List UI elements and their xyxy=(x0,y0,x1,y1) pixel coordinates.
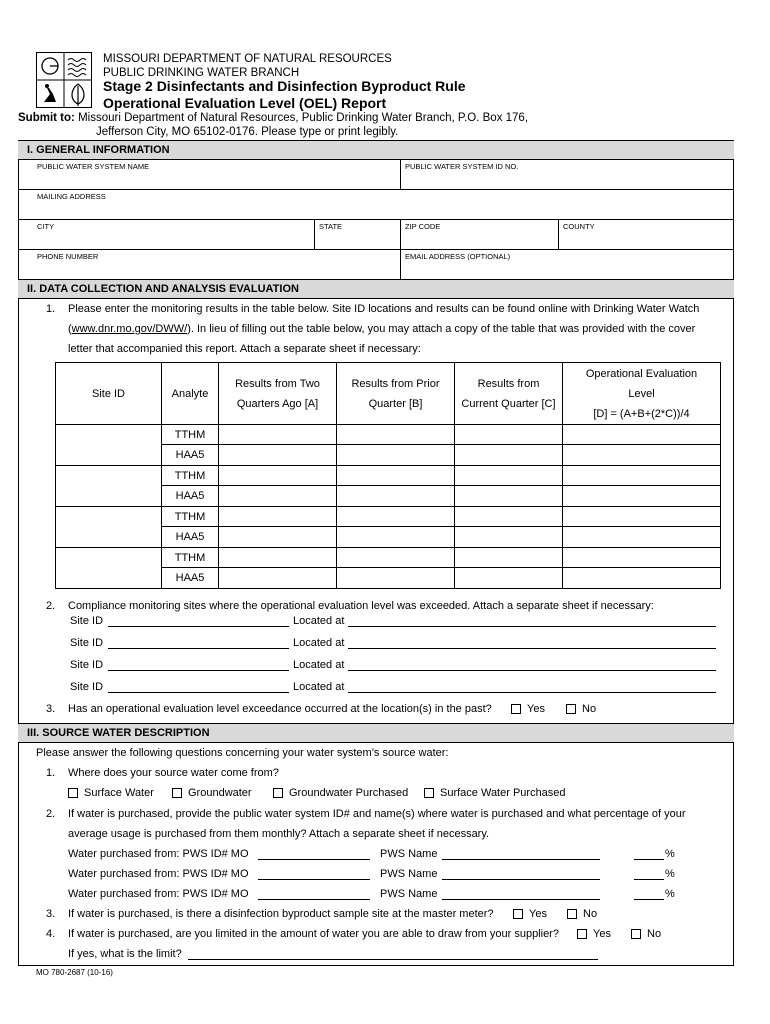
groundwater-label: Groundwater xyxy=(188,787,252,799)
th-oel xyxy=(563,363,721,425)
located-at-label: Located at xyxy=(293,681,345,693)
monitoring-results-table xyxy=(55,362,721,589)
th-analyte: Analyte xyxy=(162,363,219,425)
analyte-cell: TTHM xyxy=(162,466,219,486)
section3-intro: Please answer the following questions concerning your water system’s source water: xyxy=(36,747,449,759)
master-meter-no-checkbox[interactable] xyxy=(567,909,577,919)
pws-name-field[interactable] xyxy=(442,888,600,900)
q1-paren: ( xyxy=(68,323,72,335)
located-at-label: Located at xyxy=(293,615,345,627)
table-header-row xyxy=(56,363,721,425)
county-label: COUNTY xyxy=(563,222,595,231)
analyte-cell: TTHM xyxy=(162,425,219,445)
no-label: No xyxy=(582,703,597,715)
th-d2: Level xyxy=(628,387,655,400)
branch-name: PUBLIC DRINKING WATER BRANCH xyxy=(103,67,300,79)
percent-field[interactable] xyxy=(634,848,664,860)
oel-cell[interactable] xyxy=(563,445,721,466)
groundwater-purchased-checkbox[interactable] xyxy=(273,788,283,798)
th-c1: Results from xyxy=(477,377,540,390)
mailing-address-input[interactable] xyxy=(36,202,730,218)
s3-q4-number: 4. xyxy=(46,928,56,940)
section-data-collection: II. DATA COLLECTION AND ANALYSIS EVALUATION xyxy=(18,279,734,299)
water-purchased-label: Water purchased from: PWS ID# MO xyxy=(68,868,249,880)
s3-q1-number: 1. xyxy=(46,767,56,779)
s3-q1-text: Where does your source water come from? xyxy=(68,767,279,779)
result-b-cell[interactable] xyxy=(337,527,455,548)
pws-name-label: PWS Name xyxy=(380,888,438,900)
form-title xyxy=(103,78,466,112)
dww-link[interactable]: www.dnr.mo.gov/DWW/ xyxy=(71,323,188,335)
no-label: No xyxy=(583,908,598,920)
site-id-cell[interactable] xyxy=(56,466,162,507)
agency-header xyxy=(103,52,392,80)
result-a-cell[interactable] xyxy=(219,486,337,507)
form-number: MO 780-2687 (10-16) xyxy=(36,968,113,977)
pws-name-input[interactable] xyxy=(36,172,400,188)
s3-q3-text: If water is purchased, is there a disinfection byproduct sample site at the master meter? xyxy=(68,908,494,920)
submit-label: Submit to: xyxy=(18,112,75,124)
result-c-cell[interactable] xyxy=(455,425,563,445)
yes-label: Yes xyxy=(529,908,547,920)
pws-id-input[interactable] xyxy=(404,172,733,188)
result-a-cell[interactable] xyxy=(219,548,337,568)
submit-to xyxy=(18,111,528,139)
pws-id-label: PUBLIC WATER SYSTEM ID NO. xyxy=(405,162,519,171)
result-c-cell[interactable] xyxy=(455,486,563,507)
site-id-label: Site ID xyxy=(70,615,104,627)
limited-no-checkbox[interactable] xyxy=(631,929,641,939)
yes-label: Yes xyxy=(593,928,611,940)
yes-label: Yes xyxy=(527,703,545,715)
result-a-cell[interactable] xyxy=(219,527,337,548)
th-b1: Results from Prior xyxy=(351,377,440,390)
percent-field[interactable] xyxy=(634,888,664,900)
th-c2: Current Quarter [C] xyxy=(461,397,556,410)
oel-cell[interactable] xyxy=(563,507,721,527)
state-label: STATE xyxy=(319,222,343,231)
oel-cell[interactable] xyxy=(563,568,721,589)
q1-line1: Please enter the monitoring results in the table below. Site ID locations and results can be found online with Drinking Water Watch xyxy=(68,303,700,315)
section-source-water: III. SOURCE WATER DESCRIPTION xyxy=(18,723,734,743)
email-input[interactable] xyxy=(404,262,733,278)
q3-number: 3. xyxy=(46,703,56,715)
q1-line2 xyxy=(68,323,695,336)
past-exceedance-yes-checkbox[interactable] xyxy=(511,704,521,714)
pws-name-field[interactable] xyxy=(442,848,600,860)
result-a-cell[interactable] xyxy=(219,507,337,527)
q2-text: Compliance monitoring sites where the operational evaluation level was exceeded. Attach a separate sheet if necessary: xyxy=(68,600,654,612)
th-results-a xyxy=(219,363,337,425)
limited-yes-checkbox[interactable] xyxy=(577,929,587,939)
site-id-field[interactable] xyxy=(108,681,289,693)
analyte-cell: TTHM xyxy=(162,507,219,527)
pws-name-field[interactable] xyxy=(442,868,600,880)
percent-field[interactable] xyxy=(634,868,664,880)
percent-sign: % xyxy=(665,848,675,860)
th-results-c xyxy=(455,363,563,425)
phone-input[interactable] xyxy=(36,262,400,278)
site-id-cell[interactable] xyxy=(56,548,162,589)
site-id-cell[interactable] xyxy=(56,507,162,548)
located-at-field[interactable] xyxy=(348,615,716,627)
table-row xyxy=(56,466,721,486)
result-b-cell[interactable] xyxy=(337,548,455,568)
q1-number: 1. xyxy=(46,303,56,315)
agency-name: MISSOURI DEPARTMENT OF NATURAL RESOURCES xyxy=(103,53,392,65)
pws-name-label: PWS Name xyxy=(380,848,438,860)
site-id-label: Site ID xyxy=(70,659,104,671)
analyte-cell: TTHM xyxy=(162,548,219,568)
s3-q2-number: 2. xyxy=(46,808,56,820)
submit-line2: Jefferson City, MO 65102-0176. Please type or print legibly. xyxy=(96,126,399,138)
result-c-cell[interactable] xyxy=(455,568,563,589)
oel-cell[interactable] xyxy=(563,425,721,445)
phone-label: PHONE NUMBER xyxy=(37,252,99,261)
groundwater-checkbox[interactable] xyxy=(172,788,182,798)
result-c-cell[interactable] xyxy=(455,445,563,466)
water-purchased-label: Water purchased from: PWS ID# MO xyxy=(68,848,249,860)
result-c-cell[interactable] xyxy=(455,527,563,548)
oel-cell[interactable] xyxy=(563,486,721,507)
th-b2: Quarter [B] xyxy=(368,397,423,410)
site-id-label: Site ID xyxy=(70,637,104,649)
past-exceedance-no-checkbox[interactable] xyxy=(566,704,576,714)
th-a2: Quarters Ago [A] xyxy=(236,397,319,410)
located-at-field[interactable] xyxy=(348,637,716,649)
section-general-information: I. GENERAL INFORMATION xyxy=(18,140,734,160)
result-b-cell[interactable] xyxy=(337,425,455,445)
surface-water-label: Surface Water xyxy=(84,787,154,799)
city-input[interactable] xyxy=(36,232,314,248)
q2-number: 2. xyxy=(46,600,56,612)
th-a1: Results from Two xyxy=(235,377,320,390)
zip-input[interactable] xyxy=(404,232,558,248)
result-b-cell[interactable] xyxy=(337,445,455,466)
pws-id-field[interactable] xyxy=(258,888,370,900)
result-b-cell[interactable] xyxy=(337,507,455,527)
percent-sign: % xyxy=(665,868,675,880)
form-title-line2: Operational Evaluation Level (OEL) Report xyxy=(103,95,387,111)
pws-id-field[interactable] xyxy=(258,868,370,880)
table-row xyxy=(56,548,721,568)
site-id-field[interactable] xyxy=(108,659,289,671)
limit-label: If yes, what is the limit? xyxy=(68,948,182,960)
result-a-cell[interactable] xyxy=(219,425,337,445)
city-label: CITY xyxy=(37,222,55,231)
th-d3: [D] = (A+B+(2*C))/4 xyxy=(593,407,690,420)
located-at-label: Located at xyxy=(293,637,345,649)
mailing-address-label: MAILING ADDRESS xyxy=(37,192,106,201)
s3-q4-text: If water is purchased, are you limited in the amount of water you are able to draw from your supplier? xyxy=(68,928,559,940)
email-label: EMAIL ADDRESS (OPTIONAL) xyxy=(405,252,511,261)
th-site-id: Site ID xyxy=(56,363,162,425)
result-c-cell[interactable] xyxy=(455,548,563,568)
result-b-cell[interactable] xyxy=(337,568,455,589)
site-id-cell[interactable] xyxy=(56,425,162,466)
table-row xyxy=(56,507,721,527)
s3-q2-line2: average usage is purchased from them monthly? Attach a separate sheet if necessary. xyxy=(68,828,490,840)
s3-q3-number: 3. xyxy=(46,908,56,920)
analyte-cell: HAA5 xyxy=(162,568,219,589)
form-title-line1: Stage 2 Disinfectants and Disinfection Byproduct Rule xyxy=(103,78,466,94)
result-c-cell[interactable] xyxy=(455,507,563,527)
dnr-logo xyxy=(36,52,92,108)
county-input[interactable] xyxy=(562,232,732,248)
q3-text: Has an operational evaluation level exceedance occurred at the location(s) in the past? xyxy=(68,703,492,715)
master-meter-yes-checkbox[interactable] xyxy=(513,909,523,919)
oel-cell[interactable] xyxy=(563,527,721,548)
surface-water-checkbox[interactable] xyxy=(68,788,78,798)
percent-sign: % xyxy=(665,888,675,900)
result-a-cell[interactable] xyxy=(219,445,337,466)
result-b-cell[interactable] xyxy=(337,486,455,507)
site-id-field[interactable] xyxy=(108,637,289,649)
analyte-cell: HAA5 xyxy=(162,445,219,466)
submit-line1: Missouri Department of Natural Resources, Public Drinking Water Branch, P.O. Box 176, xyxy=(78,112,529,124)
result-c-cell[interactable] xyxy=(455,466,563,486)
water-purchased-label: Water purchased from: PWS ID# MO xyxy=(68,888,249,900)
site-id-field[interactable] xyxy=(108,615,289,627)
surface-water-purchased-checkbox[interactable] xyxy=(424,788,434,798)
oel-cell[interactable] xyxy=(563,548,721,568)
no-label: No xyxy=(647,928,662,940)
q1-line3: letter that accompanied this report. Attach a separate sheet if necessary: xyxy=(68,343,421,355)
th-d1: Operational Evaluation xyxy=(585,367,698,380)
state-input[interactable] xyxy=(318,232,400,248)
q1-line2-rest: ). In lieu of filling out the table below, you may attach a copy of the table that was provided with the cover xyxy=(187,323,696,335)
result-b-cell[interactable] xyxy=(337,466,455,486)
surface-water-purchased-label: Surface Water Purchased xyxy=(440,787,566,799)
located-at-label: Located at xyxy=(293,659,345,671)
analyte-cell: HAA5 xyxy=(162,486,219,507)
result-a-cell[interactable] xyxy=(219,466,337,486)
analyte-cell: HAA5 xyxy=(162,527,219,548)
result-a-cell[interactable] xyxy=(219,568,337,589)
pws-name-label: PUBLIC WATER SYSTEM NAME xyxy=(37,162,150,171)
limit-field[interactable] xyxy=(188,948,598,960)
located-at-field[interactable] xyxy=(348,659,716,671)
located-at-field[interactable] xyxy=(348,681,716,693)
pws-name-label: PWS Name xyxy=(380,868,438,880)
th-results-b xyxy=(337,363,455,425)
s3-q2-line1: If water is purchased, provide the public water system ID# and name(s) where water is purchased and what percentage of your xyxy=(68,808,686,820)
oel-cell[interactable] xyxy=(563,466,721,486)
pws-id-field[interactable] xyxy=(258,848,370,860)
groundwater-purchased-label: Groundwater Purchased xyxy=(289,787,409,799)
table-row xyxy=(56,425,721,445)
zip-label: ZIP CODE xyxy=(405,222,441,231)
site-id-label: Site ID xyxy=(70,681,104,693)
